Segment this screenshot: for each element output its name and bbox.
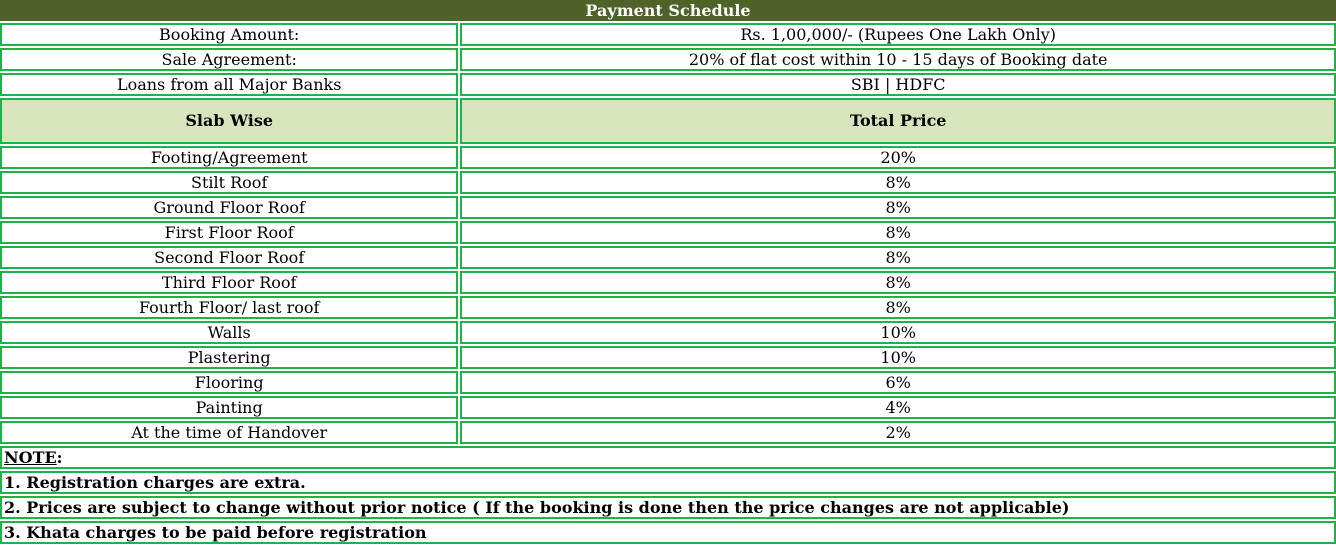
slab-stage: At the time of Handover [0,421,458,444]
note-colon: : [56,448,63,467]
slab-percent: 20% [460,146,1336,169]
slab-stage: Flooring [0,371,458,394]
info-row-bank-loans [0,73,1336,96]
note-row [0,496,1336,519]
table-row [0,346,1336,369]
table-row [0,196,1336,219]
note-heading-row [0,446,1336,469]
slab-percent: 8% [460,221,1336,244]
slab-stage: Second Floor Roof [0,246,458,269]
slab-percent: 2% [460,421,1336,444]
note-row [0,521,1336,544]
table-row [0,321,1336,344]
info-value: 20% of flat cost within 10 - 15 days of Booking date [460,48,1336,71]
slab-percent: 4% [460,396,1336,419]
table-row [0,371,1336,394]
note-row [0,471,1336,494]
page-title: Payment Schedule [0,0,1336,21]
slab-stage: Plastering [0,346,458,369]
slab-stage: First Floor Roof [0,221,458,244]
table-row [0,246,1336,269]
table-row [0,221,1336,244]
info-label: Booking Amount: [0,23,458,46]
table-row [0,271,1336,294]
slab-percent: 6% [460,371,1336,394]
slab-percent: 8% [460,296,1336,319]
slab-percent: 8% [460,171,1336,194]
column-header-slab-wise: Slab Wise [0,98,458,144]
table-row [0,296,1336,319]
info-value: SBI | HDFC [460,73,1336,96]
slab-stage: Painting [0,396,458,419]
note-title: NOTE [4,448,57,467]
slab-stage: Footing/Agreement [0,146,458,169]
slab-stage: Ground Floor Roof [0,196,458,219]
info-row-sale-agreement [0,48,1336,71]
table-row [0,146,1336,169]
note-item: 2. Prices are subject to change without prior notice ( If the booking is done then the price changes are not applicable) [0,496,1336,519]
column-header-total-price: Total Price [460,98,1336,144]
slab-percent: 8% [460,271,1336,294]
slab-percent: 8% [460,246,1336,269]
note-item: 1. Registration charges are extra. [0,471,1336,494]
info-value: Rs. 1,00,000/- (Rupees One Lakh Only) [460,23,1336,46]
slab-stage: Third Floor Roof [0,271,458,294]
slab-percent: 10% [460,346,1336,369]
info-label: Sale Agreement: [0,48,458,71]
table-row [0,171,1336,194]
info-label: Loans from all Major Banks [0,73,458,96]
slab-percent: 8% [460,196,1336,219]
slab-stage: Stilt Roof [0,171,458,194]
table-row [0,421,1336,444]
slab-percent: 10% [460,321,1336,344]
table-header-row [0,98,1336,144]
table-row [0,396,1336,419]
note-item: 3. Khata charges to be paid before registration [0,521,1336,544]
slab-stage: Fourth Floor/ last roof [0,296,458,319]
slab-stage: Walls [0,321,458,344]
note-heading [0,446,1336,469]
info-row-booking-amount [0,23,1336,46]
payment-schedule-table [0,21,1336,546]
